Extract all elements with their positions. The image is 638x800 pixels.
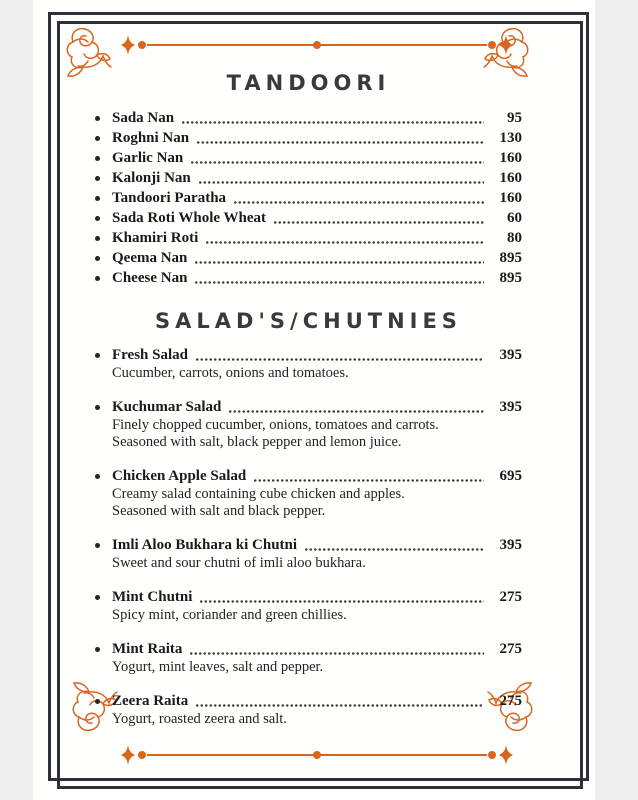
item-price: 395 [499,347,522,363]
ornament-divider-top [118,35,516,55]
item-price: 275 [499,589,522,605]
menu-item-row [95,108,522,128]
item-price: 895 [499,250,522,266]
item-name: Kalonji Nan [112,170,191,186]
dotted-leader [233,201,484,204]
item-description: Sweet and sour chutni of imli aloo bukhara. [112,555,366,571]
menu-item-row [95,148,522,168]
item-name: Chicken Apple Salad [112,468,247,484]
dotted-leader [194,261,484,264]
menu-item-block [95,466,522,520]
item-name: Zeera Raita [112,693,189,709]
item-description: Yogurt, roasted zeera and salt. [112,711,287,727]
item-name: Kuchumar Salad [112,399,222,415]
item-price: 95 [507,110,522,126]
bullet-icon [95,276,100,281]
menu-item-row [95,268,522,288]
menu-item-row [95,188,522,208]
bullet-icon [95,136,100,141]
bullet-icon [95,474,100,479]
item-description: Finely chopped cucumber, onions, tomatoes and carrots. [112,417,439,433]
item-name: Cheese Nan [112,270,188,286]
divider-line [147,44,487,46]
diamond-icon [121,745,135,765]
menu-item-block [95,587,522,624]
dot-icon [138,751,146,759]
dotted-leader [195,704,484,707]
item-price: 130 [499,130,522,146]
item-name: Garlic Nan [112,150,184,166]
bullet-icon [95,216,100,221]
bullet-icon [95,156,100,161]
item-description: Seasoned with salt and black pepper. [112,503,326,519]
tandoori-list [95,108,522,288]
item-price: 160 [499,170,522,186]
dotted-leader [205,241,484,244]
divider-line [147,754,487,756]
item-description: Spicy mint, coriander and green chillies. [112,607,347,623]
item-price: 695 [499,468,522,484]
ornament-divider-bottom [118,745,516,765]
dotted-leader [194,281,484,284]
item-name: Roghni Nan [112,130,190,146]
bullet-icon [95,699,100,704]
dotted-leader [253,479,484,482]
bullet-icon [95,256,100,261]
item-name: Khamiri Roti [112,230,199,246]
dotted-leader [189,652,484,655]
menu-item-row [95,248,522,268]
menu-item-block [95,535,522,572]
menu-item-block [95,345,522,382]
dotted-leader [228,410,484,413]
item-name: Tandoori Paratha [112,190,227,206]
bullet-icon [95,595,100,600]
menu-item-row [95,228,522,248]
dotted-leader [195,358,484,361]
item-name: Imli Aloo Bukhara ki Chutni [112,537,298,553]
bullet-icon [95,543,100,548]
item-name: Fresh Salad [112,347,188,363]
dotted-leader [198,181,484,184]
bullet-icon [95,116,100,121]
dotted-leader [196,141,484,144]
item-price: 895 [499,270,522,286]
menu-item-block [95,397,522,451]
bullet-icon [95,353,100,358]
dot-icon [138,41,146,49]
bullet-icon [95,405,100,410]
bullet-icon [95,176,100,181]
bullet-icon [95,647,100,652]
menu-item-block [95,691,522,728]
menu-item-row [95,208,522,228]
item-name: Sada Roti Whole Wheat [112,210,267,226]
item-price: 275 [499,641,522,657]
item-price: 160 [499,190,522,206]
item-price: 80 [507,230,522,246]
diamond-icon [499,35,513,55]
dot-icon [313,751,321,759]
dot-icon [488,751,496,759]
item-description: Creamy salad containing cube chicken and apples. [112,486,405,502]
bullet-icon [95,236,100,241]
diamond-icon [499,745,513,765]
item-price: 395 [499,399,522,415]
item-description: Yogurt, mint leaves, salt and pepper. [112,659,324,675]
dotted-leader [199,600,484,603]
item-price: 60 [507,210,522,226]
section-title-salads-chutnies: SALAD'S/CHUTNIES [155,309,462,333]
dot-icon [313,41,321,49]
item-name: Mint Raita [112,641,183,657]
dotted-leader [181,121,484,124]
bullet-icon [95,196,100,201]
item-name: Sada Nan [112,110,175,126]
item-price: 395 [499,537,522,553]
menu-content [95,70,522,743]
item-price: 275 [499,693,522,709]
dot-icon [488,41,496,49]
salads-chutnies-list [95,345,522,728]
item-description: Cucumber, carrots, onions and tomatoes. [112,365,349,381]
section-title-tandoori: TANDOORI [226,71,391,95]
menu-item-row [95,128,522,148]
dotted-leader [304,548,484,551]
dotted-leader [190,161,484,164]
dotted-leader [273,221,484,224]
item-price: 160 [499,150,522,166]
diamond-icon [121,35,135,55]
item-name: Qeema Nan [112,250,188,266]
menu-item-block [95,639,522,676]
menu-item-row [95,168,522,188]
item-name: Mint Chutni [112,589,193,605]
item-description: Seasoned with salt, black pepper and lemon juice. [112,434,402,450]
